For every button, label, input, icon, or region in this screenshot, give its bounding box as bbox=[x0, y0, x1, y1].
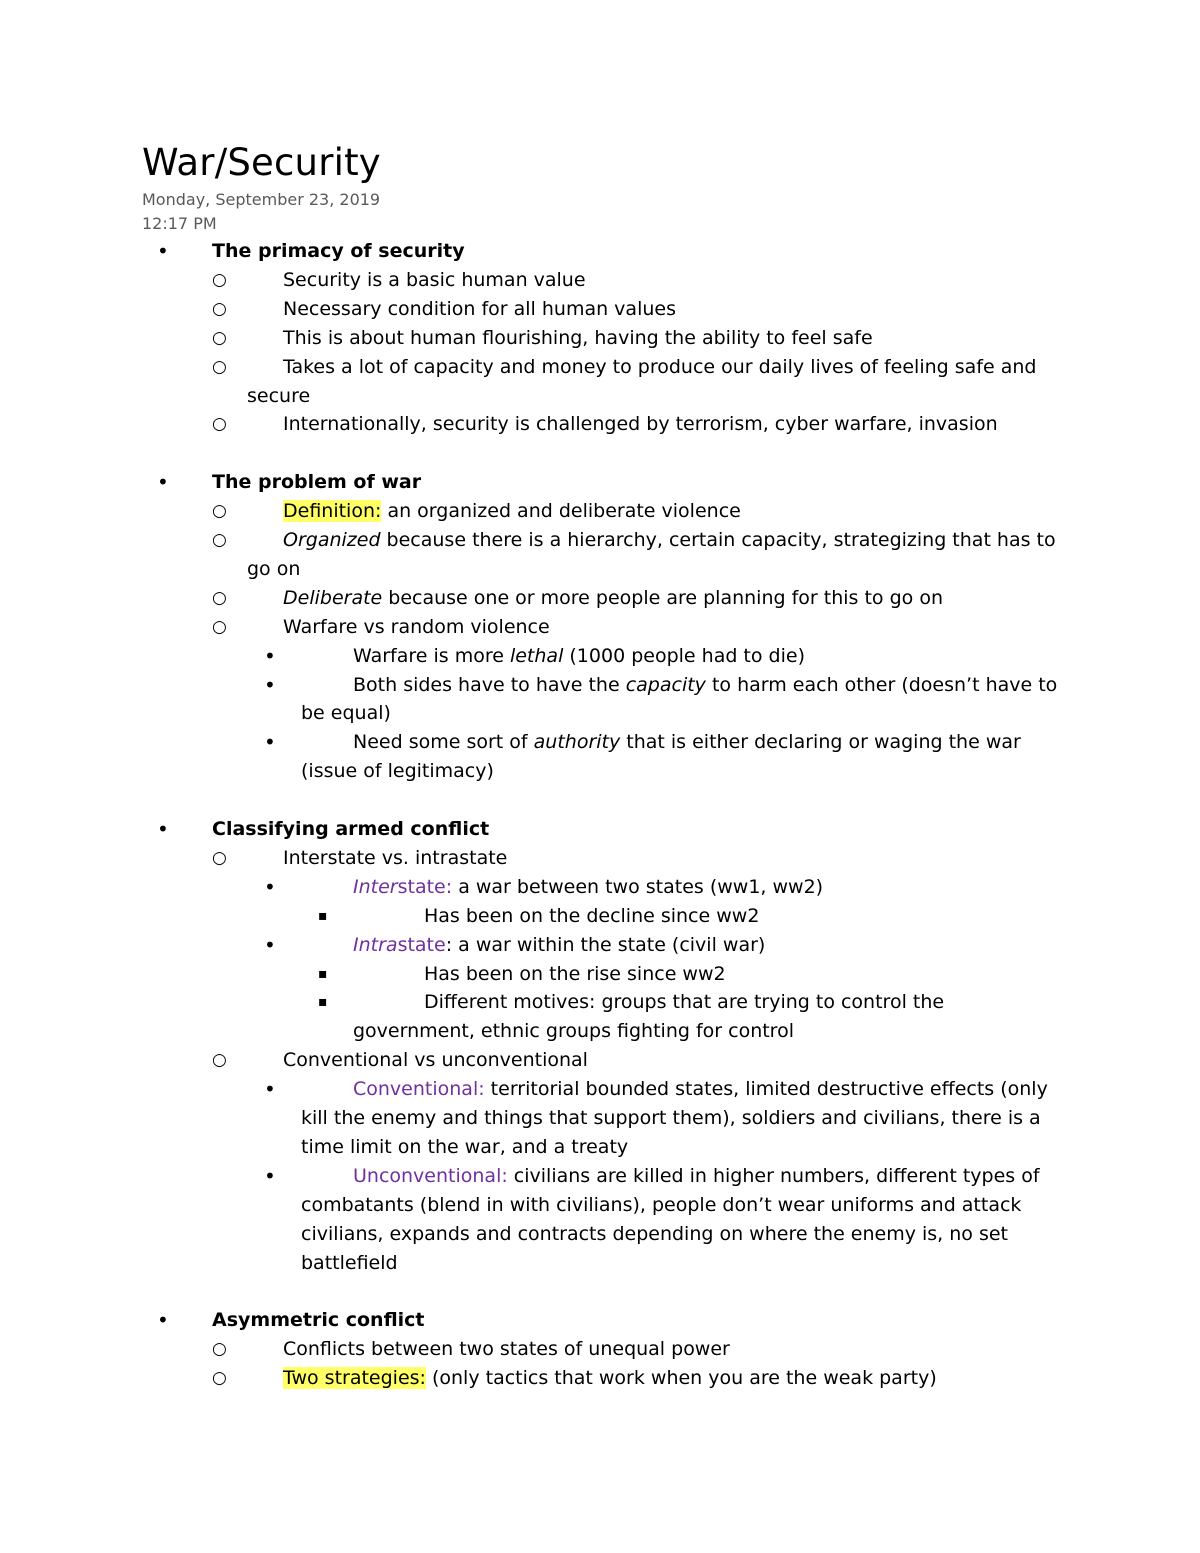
text-run: state: bbox=[397, 875, 453, 898]
outline-continuation bbox=[247, 555, 300, 583]
outline-item-level-3 bbox=[353, 1162, 1040, 1190]
outline-item-level-2 bbox=[283, 844, 507, 872]
bullet-square-icon: ▪ bbox=[318, 994, 328, 1011]
text-run: Two strategies: bbox=[283, 1367, 426, 1390]
text-run: Classifying armed conflict bbox=[212, 818, 490, 840]
text-run: Internationally, security is challenged by terrorism, cyber warfare, invasion bbox=[283, 413, 998, 436]
text-run: Asymmetric conflict bbox=[212, 1309, 425, 1332]
outline-item-level-4 bbox=[424, 960, 726, 988]
text-run: battlefield bbox=[301, 1251, 398, 1274]
text-run: : a war within the state (civil war) bbox=[445, 933, 766, 956]
text-run: lethal bbox=[509, 644, 564, 667]
text-run: Organized bbox=[283, 529, 381, 551]
outline-item-level-2 bbox=[283, 410, 998, 438]
bullet-circle-icon: ○ bbox=[212, 1050, 227, 1071]
text-run: Inter bbox=[353, 875, 398, 898]
text-run: secure bbox=[247, 384, 311, 407]
bullet-circle-icon: ○ bbox=[212, 1339, 227, 1360]
outline-item-level-3 bbox=[353, 931, 765, 959]
text-run: (1000 people had to die) bbox=[563, 644, 805, 667]
text-run: time limit on the war, and a treaty bbox=[301, 1135, 629, 1158]
text-run: (issue of legitimacy) bbox=[301, 760, 494, 783]
bullet-circle-icon: ○ bbox=[212, 356, 227, 377]
text-run: Conventional: bbox=[353, 1078, 485, 1101]
bullet-dot-icon: • bbox=[264, 932, 276, 957]
page-title: War/Security bbox=[142, 141, 381, 184]
outline-item-level-2 bbox=[283, 295, 676, 323]
text-run: an organized and deliberate violence bbox=[381, 500, 741, 523]
outline-item-level-4 bbox=[424, 988, 944, 1016]
text-run: territorial bounded states, limited destructive effects (only bbox=[484, 1078, 1048, 1101]
page-date: Monday, September 23, 2019 bbox=[142, 190, 381, 209]
bullet-circle-icon: ○ bbox=[212, 327, 227, 348]
outline-item-level-2 bbox=[283, 1364, 937, 1392]
outline-item-level-3 bbox=[353, 642, 805, 670]
text-run: go on bbox=[247, 557, 301, 580]
outline-continuation bbox=[301, 699, 391, 727]
text-run: government, ethnic groups fighting for control bbox=[353, 1020, 794, 1043]
bullet-circle-icon: ○ bbox=[212, 847, 227, 868]
bullet-dot-icon: • bbox=[264, 643, 276, 668]
outline-item-level-4 bbox=[424, 902, 759, 930]
outline-item-level-2 bbox=[283, 497, 741, 525]
text-run: Different motives: groups that are trying to control the bbox=[424, 991, 945, 1014]
text-run: This is about human flourishing, having the ability to feel safe bbox=[283, 326, 873, 349]
outline-item-level-1 bbox=[212, 468, 421, 496]
text-run: civilians are killed in higher numbers, different types of bbox=[507, 1164, 1040, 1187]
text-run: Interstate vs. intrastate bbox=[283, 846, 508, 869]
text-run: Need some sort of bbox=[353, 731, 534, 754]
text-run: Security is a basic human value bbox=[283, 268, 586, 291]
bullet-circle-icon: ○ bbox=[212, 414, 227, 435]
outline-item-level-3 bbox=[353, 873, 823, 901]
bullet-dot-icon: • bbox=[157, 239, 169, 263]
text-run: The problem of war bbox=[212, 471, 422, 494]
text-run: Both sides have to have the bbox=[353, 673, 626, 696]
outline-item-level-2 bbox=[283, 526, 1056, 554]
bullet-circle-icon: ○ bbox=[212, 298, 227, 319]
text-run: a war between two states (ww1, ww2) bbox=[452, 875, 824, 898]
bullet-circle-icon: ○ bbox=[212, 530, 227, 550]
outline-continuation bbox=[301, 1220, 1008, 1248]
outline-continuation bbox=[301, 1133, 628, 1161]
text-run: Takes a lot of capacity and money to produce our daily lives of feeling safe and bbox=[283, 355, 1037, 378]
outline-item-level-2 bbox=[283, 613, 550, 641]
text-run: (only tactics that work when you are the weak party) bbox=[425, 1367, 937, 1390]
bullet-circle-icon: ○ bbox=[212, 587, 227, 608]
outline-item-level-1 bbox=[212, 1306, 425, 1334]
text-run: Warfare is more bbox=[353, 644, 510, 667]
text-run: Definition: bbox=[283, 500, 382, 523]
text-run: The primacy of security bbox=[212, 240, 465, 262]
text-run: Has been on the rise since ww2 bbox=[424, 962, 726, 985]
text-run: to harm each other (doesn’t have to bbox=[705, 673, 1058, 696]
text-run: civilians, expands and contracts depending on where the enemy is, no set bbox=[301, 1222, 1009, 1245]
text-run: Necessary condition for all human values bbox=[283, 297, 676, 320]
bullet-square-icon: ▪ bbox=[318, 965, 328, 982]
bullet-dot-icon: • bbox=[157, 817, 169, 841]
outline-item-level-2 bbox=[283, 1046, 588, 1074]
text-run: Deliberate bbox=[283, 586, 383, 609]
outline-item-level-2 bbox=[283, 1335, 730, 1363]
outline-continuation bbox=[301, 1249, 398, 1277]
text-run: Conflicts between two states of unequal power bbox=[283, 1338, 730, 1361]
outline-item-level-2 bbox=[283, 324, 873, 352]
outline-item-level-2 bbox=[283, 266, 586, 294]
outline-item-level-2 bbox=[283, 584, 943, 612]
text-run: Unconventional: bbox=[353, 1164, 508, 1187]
text-run: Has been on the decline since ww2 bbox=[424, 904, 760, 927]
page-time: 12:17 PM bbox=[142, 214, 217, 233]
bullet-square-icon: ▪ bbox=[318, 907, 328, 924]
bullet-dot-icon: • bbox=[264, 730, 276, 755]
bullet-dot-icon: • bbox=[157, 470, 169, 495]
outline-item-level-3 bbox=[353, 671, 1057, 699]
bullet-circle-icon: ○ bbox=[212, 501, 227, 522]
text-run: be equal) bbox=[301, 702, 391, 725]
text-run: because one or more people are planning for this to go on bbox=[382, 586, 943, 609]
outline-continuation bbox=[301, 1104, 1041, 1132]
outline-item-level-2 bbox=[283, 353, 1036, 381]
bullet-circle-icon: ○ bbox=[212, 1368, 227, 1389]
text-run: authority bbox=[533, 731, 621, 754]
text-run: because there is a hierarchy, certain capacity, strategizing that has to bbox=[380, 529, 1056, 551]
outline-item-level-1 bbox=[212, 815, 489, 843]
outline-continuation bbox=[247, 382, 310, 410]
text-run: Warfare vs random violence bbox=[283, 615, 550, 638]
text-run: state bbox=[397, 933, 446, 956]
text-run: capacity bbox=[625, 673, 706, 696]
outline-continuation bbox=[353, 1017, 794, 1045]
bullet-dot-icon: • bbox=[157, 1308, 169, 1333]
text-run: combatants (blend in with civilians), people don’t wear uniforms and attack bbox=[301, 1193, 1022, 1216]
bullet-dot-icon: • bbox=[264, 1163, 276, 1188]
text-run: Intra bbox=[353, 933, 398, 956]
outline-item-level-3 bbox=[353, 728, 1021, 756]
bullet-dot-icon: • bbox=[264, 874, 276, 899]
outline-continuation bbox=[301, 757, 494, 785]
text-run: Conventional vs unconventional bbox=[283, 1049, 588, 1072]
text-run: kill the enemy and things that support them), soldiers and civilians, there is a bbox=[301, 1107, 1041, 1129]
bullet-circle-icon: ○ bbox=[212, 616, 227, 637]
bullet-dot-icon: • bbox=[264, 672, 276, 697]
bullet-circle-icon: ○ bbox=[212, 269, 227, 290]
outline-item-level-1 bbox=[212, 237, 465, 265]
text-run: that is either declaring or waging the war bbox=[620, 731, 1021, 754]
outline-item-level-3 bbox=[353, 1075, 1048, 1103]
outline-continuation bbox=[301, 1191, 1021, 1219]
bullet-dot-icon: • bbox=[264, 1077, 276, 1102]
